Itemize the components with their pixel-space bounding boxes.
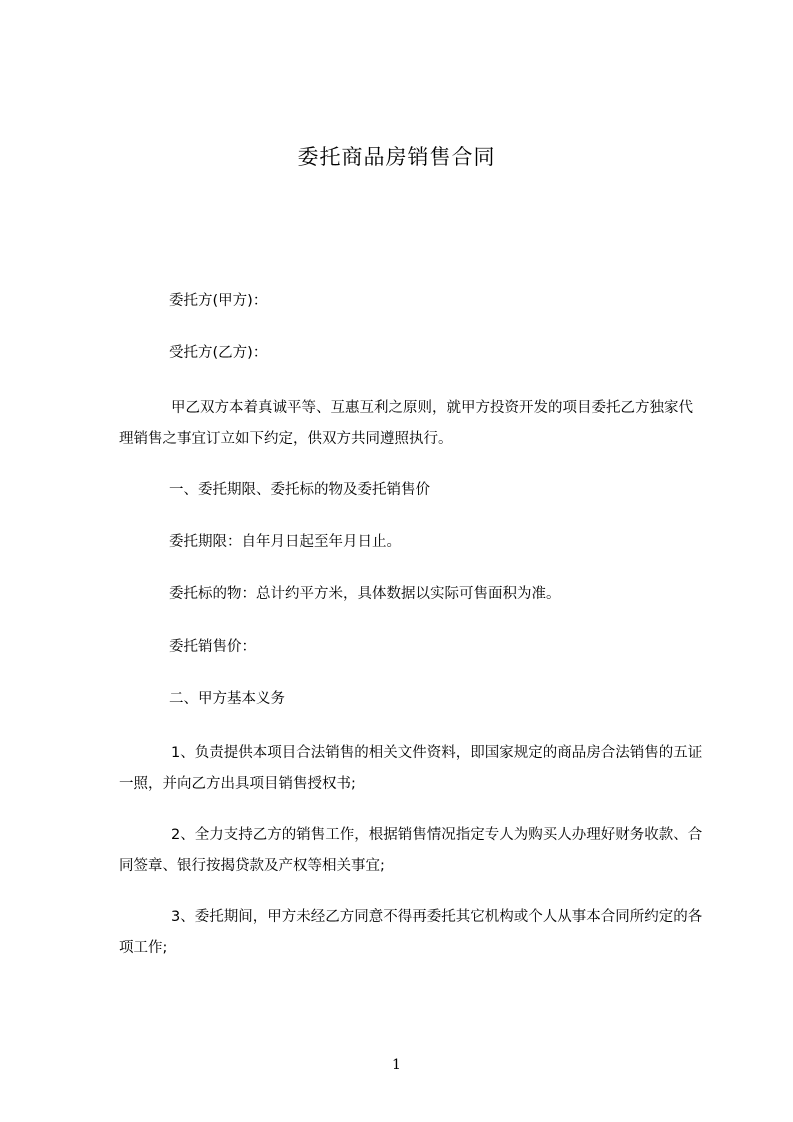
document-title: 委托商品房销售合同 bbox=[297, 145, 496, 169]
price-line: 委托销售价： bbox=[169, 639, 256, 655]
obligation-2-paragraph: 2、全力支持乙方的销售工作，根据销售情况指定专人为购买人办理好财务收款、合同签章、银行按揭贷款及产权等相关事宜; bbox=[119, 827, 703, 874]
page-number: 1 bbox=[392, 1057, 401, 1073]
section-1-heading: 一、委托期限、委托标的物及委托销售价 bbox=[169, 482, 430, 498]
section-2-heading: 二、甲方基本义务 bbox=[169, 691, 285, 707]
party-b-line: 受托方(乙方)： bbox=[169, 345, 268, 361]
subject-line: 委托标的物：总计约平方米，具体数据以实际可售面积为准。 bbox=[169, 586, 561, 602]
preamble-paragraph: 甲乙双方本着真诚平等、互惠互利之原则，就甲方投资开发的项目委托乙方独家代理销售之事宜订立如下约定，供双方共同遵照执行。 bbox=[119, 400, 693, 447]
obligation-1-paragraph: 1、负责提供本项目合法销售的相关文件资料，即国家规定的商品房合法销售的五证一照，并向乙方出具项目销售授权书; bbox=[119, 745, 703, 792]
obligation-3-paragraph: 3、委托期间，甲方未经乙方同意不得再委托其它机构或个人从事本合同所约定的各项工作; bbox=[119, 909, 703, 956]
term-line: 委托期限：自年月日起至年月日止。 bbox=[169, 534, 401, 550]
party-a-line: 委托方(甲方)： bbox=[169, 293, 268, 309]
